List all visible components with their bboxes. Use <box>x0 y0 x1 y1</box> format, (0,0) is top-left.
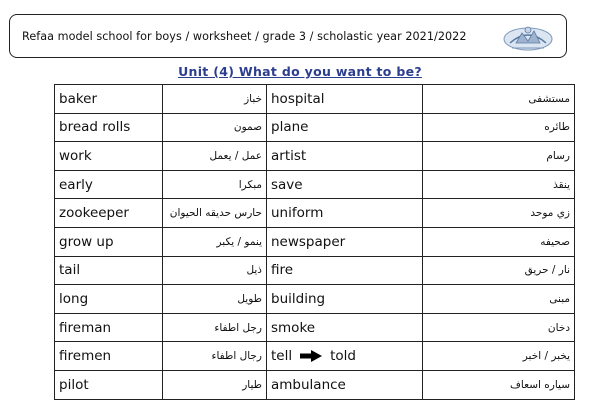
table-row <box>55 142 575 171</box>
arabic-translation: ينمو / يكبر <box>163 227 267 256</box>
table-row <box>55 199 575 228</box>
english-word: fireman <box>55 313 163 342</box>
table-row <box>55 342 575 371</box>
english-word: long <box>55 285 163 314</box>
english-word: work <box>55 142 163 171</box>
arabic-translation: عمل / يعمل <box>163 142 267 171</box>
english-word: smoke <box>267 313 423 342</box>
english-word: tail <box>55 256 163 285</box>
table-row <box>55 370 575 399</box>
english-word: artist <box>267 142 423 171</box>
arabic-translation: طويل <box>163 285 267 314</box>
tell-told-cell <box>267 342 423 371</box>
english-word: fire <box>267 256 423 285</box>
header-text: Refaa model school for boys / worksheet / grade 3 / scholastic year 2021/2022 <box>22 29 467 43</box>
table-row <box>55 170 575 199</box>
arabic-translation: رجال اطفاء <box>163 342 267 371</box>
english-word: baker <box>55 85 163 114</box>
page-title: Unit (4) What do you want to be? <box>178 64 422 79</box>
arabic-translation: يخبر / اخبر <box>423 342 575 371</box>
arabic-translation: سياره اسعاف <box>423 370 575 399</box>
arabic-translation: صمون <box>163 113 267 142</box>
arabic-translation: مبكرا <box>163 170 267 199</box>
arabic-translation: مستشفى <box>423 85 575 114</box>
table-row <box>55 256 575 285</box>
arabic-translation: رجل اطفاء <box>163 313 267 342</box>
table-row <box>55 285 575 314</box>
english-word: building <box>267 285 423 314</box>
arabic-translation: نار / حريق <box>423 256 575 285</box>
table-row <box>55 85 575 114</box>
english-word: newspaper <box>267 227 423 256</box>
english-word: pilot <box>55 370 163 399</box>
arabic-translation: صحيفه <box>423 227 575 256</box>
told-word: told <box>330 348 356 365</box>
arabic-translation: ذيل <box>163 256 267 285</box>
english-word: zookeeper <box>55 199 163 228</box>
tell-word: tell <box>271 348 293 365</box>
english-word: early <box>55 170 163 199</box>
table-row <box>55 113 575 142</box>
english-word: uniform <box>267 199 423 228</box>
vocabulary-table <box>54 84 575 400</box>
school-logo-icon <box>500 19 556 53</box>
arabic-translation: خباز <box>163 85 267 114</box>
table-row <box>55 313 575 342</box>
table-row <box>55 227 575 256</box>
arabic-translation: مبنى <box>423 285 575 314</box>
arabic-translation: طائره <box>423 113 575 142</box>
arabic-translation: حارس حديقه الحيوان <box>163 199 267 228</box>
english-word: save <box>267 170 423 199</box>
english-word: hospital <box>267 85 423 114</box>
english-word: plane <box>267 113 423 142</box>
english-word: ambulance <box>267 370 423 399</box>
arabic-translation: ينقذ <box>423 170 575 199</box>
arabic-translation: طيار <box>163 370 267 399</box>
arabic-translation: دخان <box>423 313 575 342</box>
english-word: firemen <box>55 342 163 371</box>
arabic-translation: زي موحد <box>423 199 575 228</box>
arabic-translation: رسام <box>423 142 575 171</box>
english-word: grow up <box>55 227 163 256</box>
header-box <box>9 14 567 58</box>
english-word: bread rolls <box>55 113 163 142</box>
right-arrow-icon <box>300 350 322 362</box>
